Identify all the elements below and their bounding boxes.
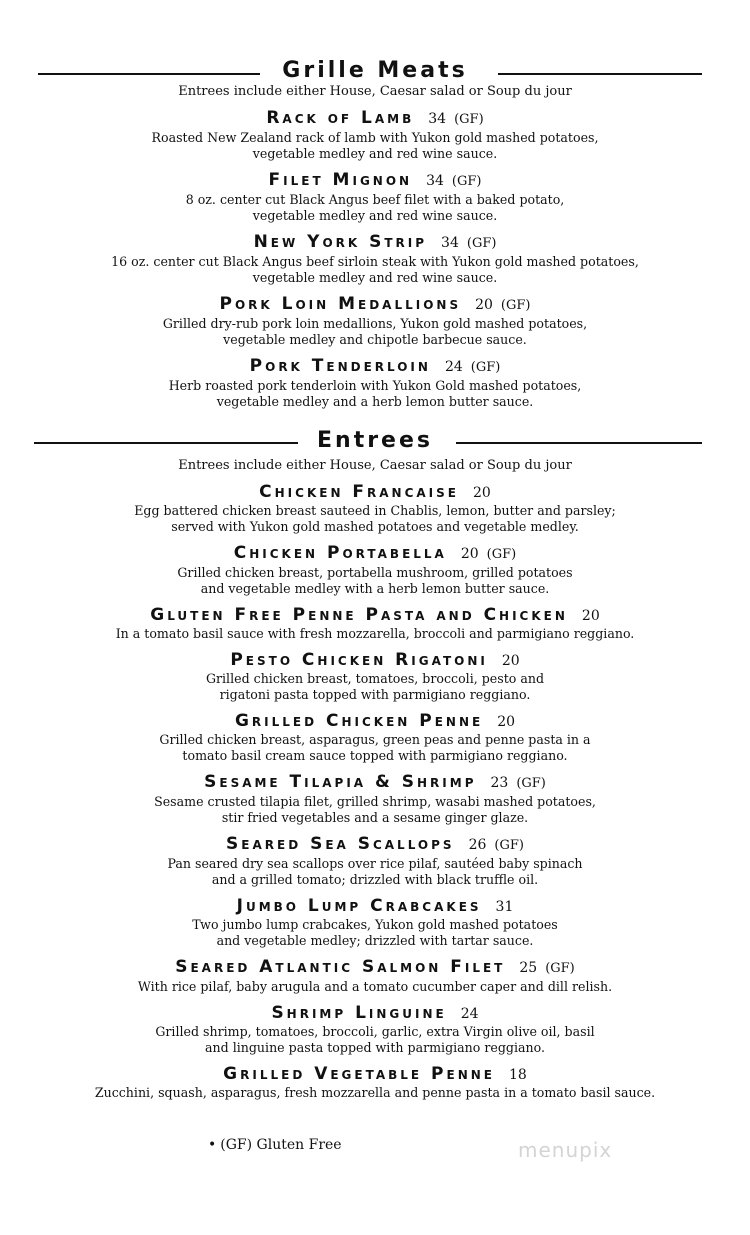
menu-item-description: 16 oz. center cut Black Angus beef sirloin steak with Yukon gold mashed potatoes, vegetable medley and red wine sauce. <box>111 254 639 285</box>
menu-item-description: Sesame crusted tilapia filet, grilled shrimp, wasabi mashed potatoes, stir fried vegetables and a sesame ginger glaze. <box>154 794 596 825</box>
menu-item-price: 26 <box>468 837 487 853</box>
bullet-icon: • <box>208 1137 217 1153</box>
menu-item-name: Jumbo Lump Crabcakes <box>236 896 482 916</box>
menu-item-header <box>0 543 750 565</box>
menu-item-description: Grilled dry-rub pork loin medallions, Yukon gold mashed potatoes, vegetable medley and chipotle barbecue sauce. <box>162 316 588 347</box>
gluten-free-tag: (GF) <box>516 776 546 791</box>
gluten-free-tag: (GF) <box>454 112 484 127</box>
gluten-free-tag: (GF) <box>466 236 497 251</box>
menu-item <box>0 232 750 286</box>
menu-item-description: Pan seared dry sea scallops over rice pilaf, sautéed baby spinach and a grilled tomato; drizzled with black truffle oil. <box>167 856 583 887</box>
section-title: Entrees <box>0 428 750 454</box>
section-header <box>0 428 750 458</box>
menu-item-price: 24 <box>444 359 463 375</box>
menu-item-header <box>0 294 750 316</box>
menu-item-description: Grilled chicken breast, portabella mushroom, grilled potatoes and vegetable medley with a herb lemon butter sauce. <box>177 565 573 596</box>
menu-item <box>0 356 750 410</box>
menu-item-name: Rack of Lamb <box>266 108 415 128</box>
menu-item-price: 20 <box>497 714 516 730</box>
menu-item <box>0 543 750 597</box>
menu-item-description: Roasted New Zealand rack of lamb with Yukon gold mashed potatoes, vegetable medley and red wine sauce. <box>151 130 599 161</box>
menu-item-header <box>0 605 750 626</box>
gf-label: (GF) <box>220 1137 253 1153</box>
menu-item-price: 20 <box>501 653 520 669</box>
menu-item <box>0 1064 750 1101</box>
gluten-free-tag: (GF) <box>500 298 531 313</box>
menu-item <box>0 108 750 162</box>
menu-item-price: 20 <box>460 546 479 562</box>
menu-item-name: Filet Mignon <box>268 170 413 190</box>
menu-item-header <box>0 356 750 378</box>
gluten-free-tag: (GF) <box>470 360 501 375</box>
entrees-list <box>0 482 750 1101</box>
menu-item-name: New York Strip <box>253 232 428 252</box>
menu-item-price: 18 <box>509 1067 527 1083</box>
menu-item-name: Shrimp Linguine <box>271 1003 447 1023</box>
menu-item-header <box>0 482 750 503</box>
menu-item-header <box>0 1003 750 1024</box>
menu-item-price: 34 <box>428 111 447 127</box>
menu-item <box>0 711 750 764</box>
menu-item <box>0 896 750 949</box>
grille-meats-section <box>0 58 750 410</box>
menu-item-description: Zucchini, squash, asparagus, fresh mozzarella and penne pasta in a tomato basil sauce. <box>94 1085 656 1100</box>
gluten-free-tag: (GF) <box>486 547 517 562</box>
section-header <box>0 58 750 88</box>
entrees-section <box>0 428 750 1101</box>
menu-item-header <box>0 108 750 130</box>
menu-item-name: Chicken Francaise <box>259 482 459 502</box>
menu-item-description: With rice pilaf, baby arugula and a tomato cucumber caper and dill relish. <box>137 979 613 994</box>
menu-item-description: Grilled shrimp, tomatoes, broccoli, garlic, extra Virgin olive oil, basil and linguine pasta topped with parmigiano reggiano. <box>155 1024 595 1055</box>
menu-item-name: Gluten Free Penne Pasta and Chicken <box>150 605 568 625</box>
menu-item-price: 25 <box>519 960 538 976</box>
menu-item-name: Grilled Chicken Penne <box>234 711 484 731</box>
menu-item-header <box>0 170 750 192</box>
menu-item-description: Egg battered chicken breast sauteed in Chablis, lemon, butter and parsley; served with Yukon gold mashed potatoes and vegetable medley. <box>134 503 616 534</box>
menu-item-price: 34 <box>441 235 459 251</box>
menu-item-price: 34 <box>426 173 444 189</box>
menu-item <box>0 650 750 703</box>
menu-item-name: Pork Tenderloin <box>249 356 431 376</box>
menu-item <box>0 1003 750 1056</box>
menu-item-description: Herb roasted pork tenderloin with Yukon Gold mashed potatoes, vegetable medley and a herb lemon butter sauce. <box>168 378 582 409</box>
gf-legend <box>208 1137 342 1153</box>
gluten-free-tag: (GF) <box>494 838 524 853</box>
menu-item-price: 20 <box>581 608 600 624</box>
gluten-free-tag: (GF) <box>451 174 482 189</box>
menu-item-header <box>0 711 750 732</box>
section-title: Grille Meats <box>0 58 750 84</box>
menu-item <box>0 772 750 826</box>
menu-item-header <box>0 896 750 917</box>
menu-item <box>0 957 750 995</box>
section-note: Entrees include either House, Caesar salad or Soup du jour <box>178 84 572 99</box>
menu-item-name: Chicken Portabella <box>233 543 447 563</box>
menu-item-name: Grilled Vegetable Penne <box>223 1064 495 1084</box>
menu-item-description: Grilled chicken breast, asparagus, green peas and penne pasta in a tomato basil cream sauce topped with parmigiano reggiano. <box>159 732 591 763</box>
menu-item <box>0 834 750 888</box>
menu-item-header <box>0 772 750 794</box>
menu-item <box>0 605 750 642</box>
menu-item-price: 24 <box>460 1006 479 1022</box>
menu-item <box>0 170 750 224</box>
menu-item <box>0 294 750 348</box>
menu-item-header <box>0 957 750 979</box>
menu-item-name: Pork Loin Medallions <box>219 294 462 314</box>
menu-item-header <box>0 834 750 856</box>
menu-item-price: 20 <box>475 297 493 313</box>
menu-item <box>0 482 750 535</box>
watermark-logo: menupix <box>518 1138 613 1162</box>
menu-item-name: Seared Atlantic Salmon Filet <box>175 957 506 977</box>
menu-item-description: Two jumbo lump crabcakes, Yukon gold mashed potatoes and vegetable medley; drizzled with tartar sauce. <box>192 917 558 948</box>
menu-item-header <box>0 650 750 671</box>
menu-item-description: In a tomato basil sauce with fresh mozzarella, broccoli and parmigiano reggiano. <box>115 626 635 641</box>
menu-item-price: 23 <box>490 775 509 791</box>
menu-item-description: Grilled chicken breast, tomatoes, broccoli, pesto and rigatoni pasta topped with parmigiano reggiano. <box>205 671 545 702</box>
menu-item-price: 31 <box>495 899 514 915</box>
grille-meats-list <box>0 108 750 410</box>
menu-item-name: Sesame Tilapia & Shrimp <box>204 772 477 792</box>
gf-text: Gluten Free <box>256 1137 342 1153</box>
menu-item-header <box>0 232 750 254</box>
menu-item-name: Seared Sea Scallops <box>226 834 455 854</box>
menu-item-price: 20 <box>473 485 491 501</box>
gluten-free-tag: (GF) <box>545 961 575 976</box>
menu-item-header <box>0 1064 750 1085</box>
menu-item-description: 8 oz. center cut Black Angus beef filet with a baked potato, vegetable medley and red wine sauce. <box>185 192 565 223</box>
menu-item-name: Pesto Chicken Rigatoni <box>230 650 488 670</box>
section-note: Entrees include either House, Caesar salad or Soup du jour <box>178 458 572 473</box>
